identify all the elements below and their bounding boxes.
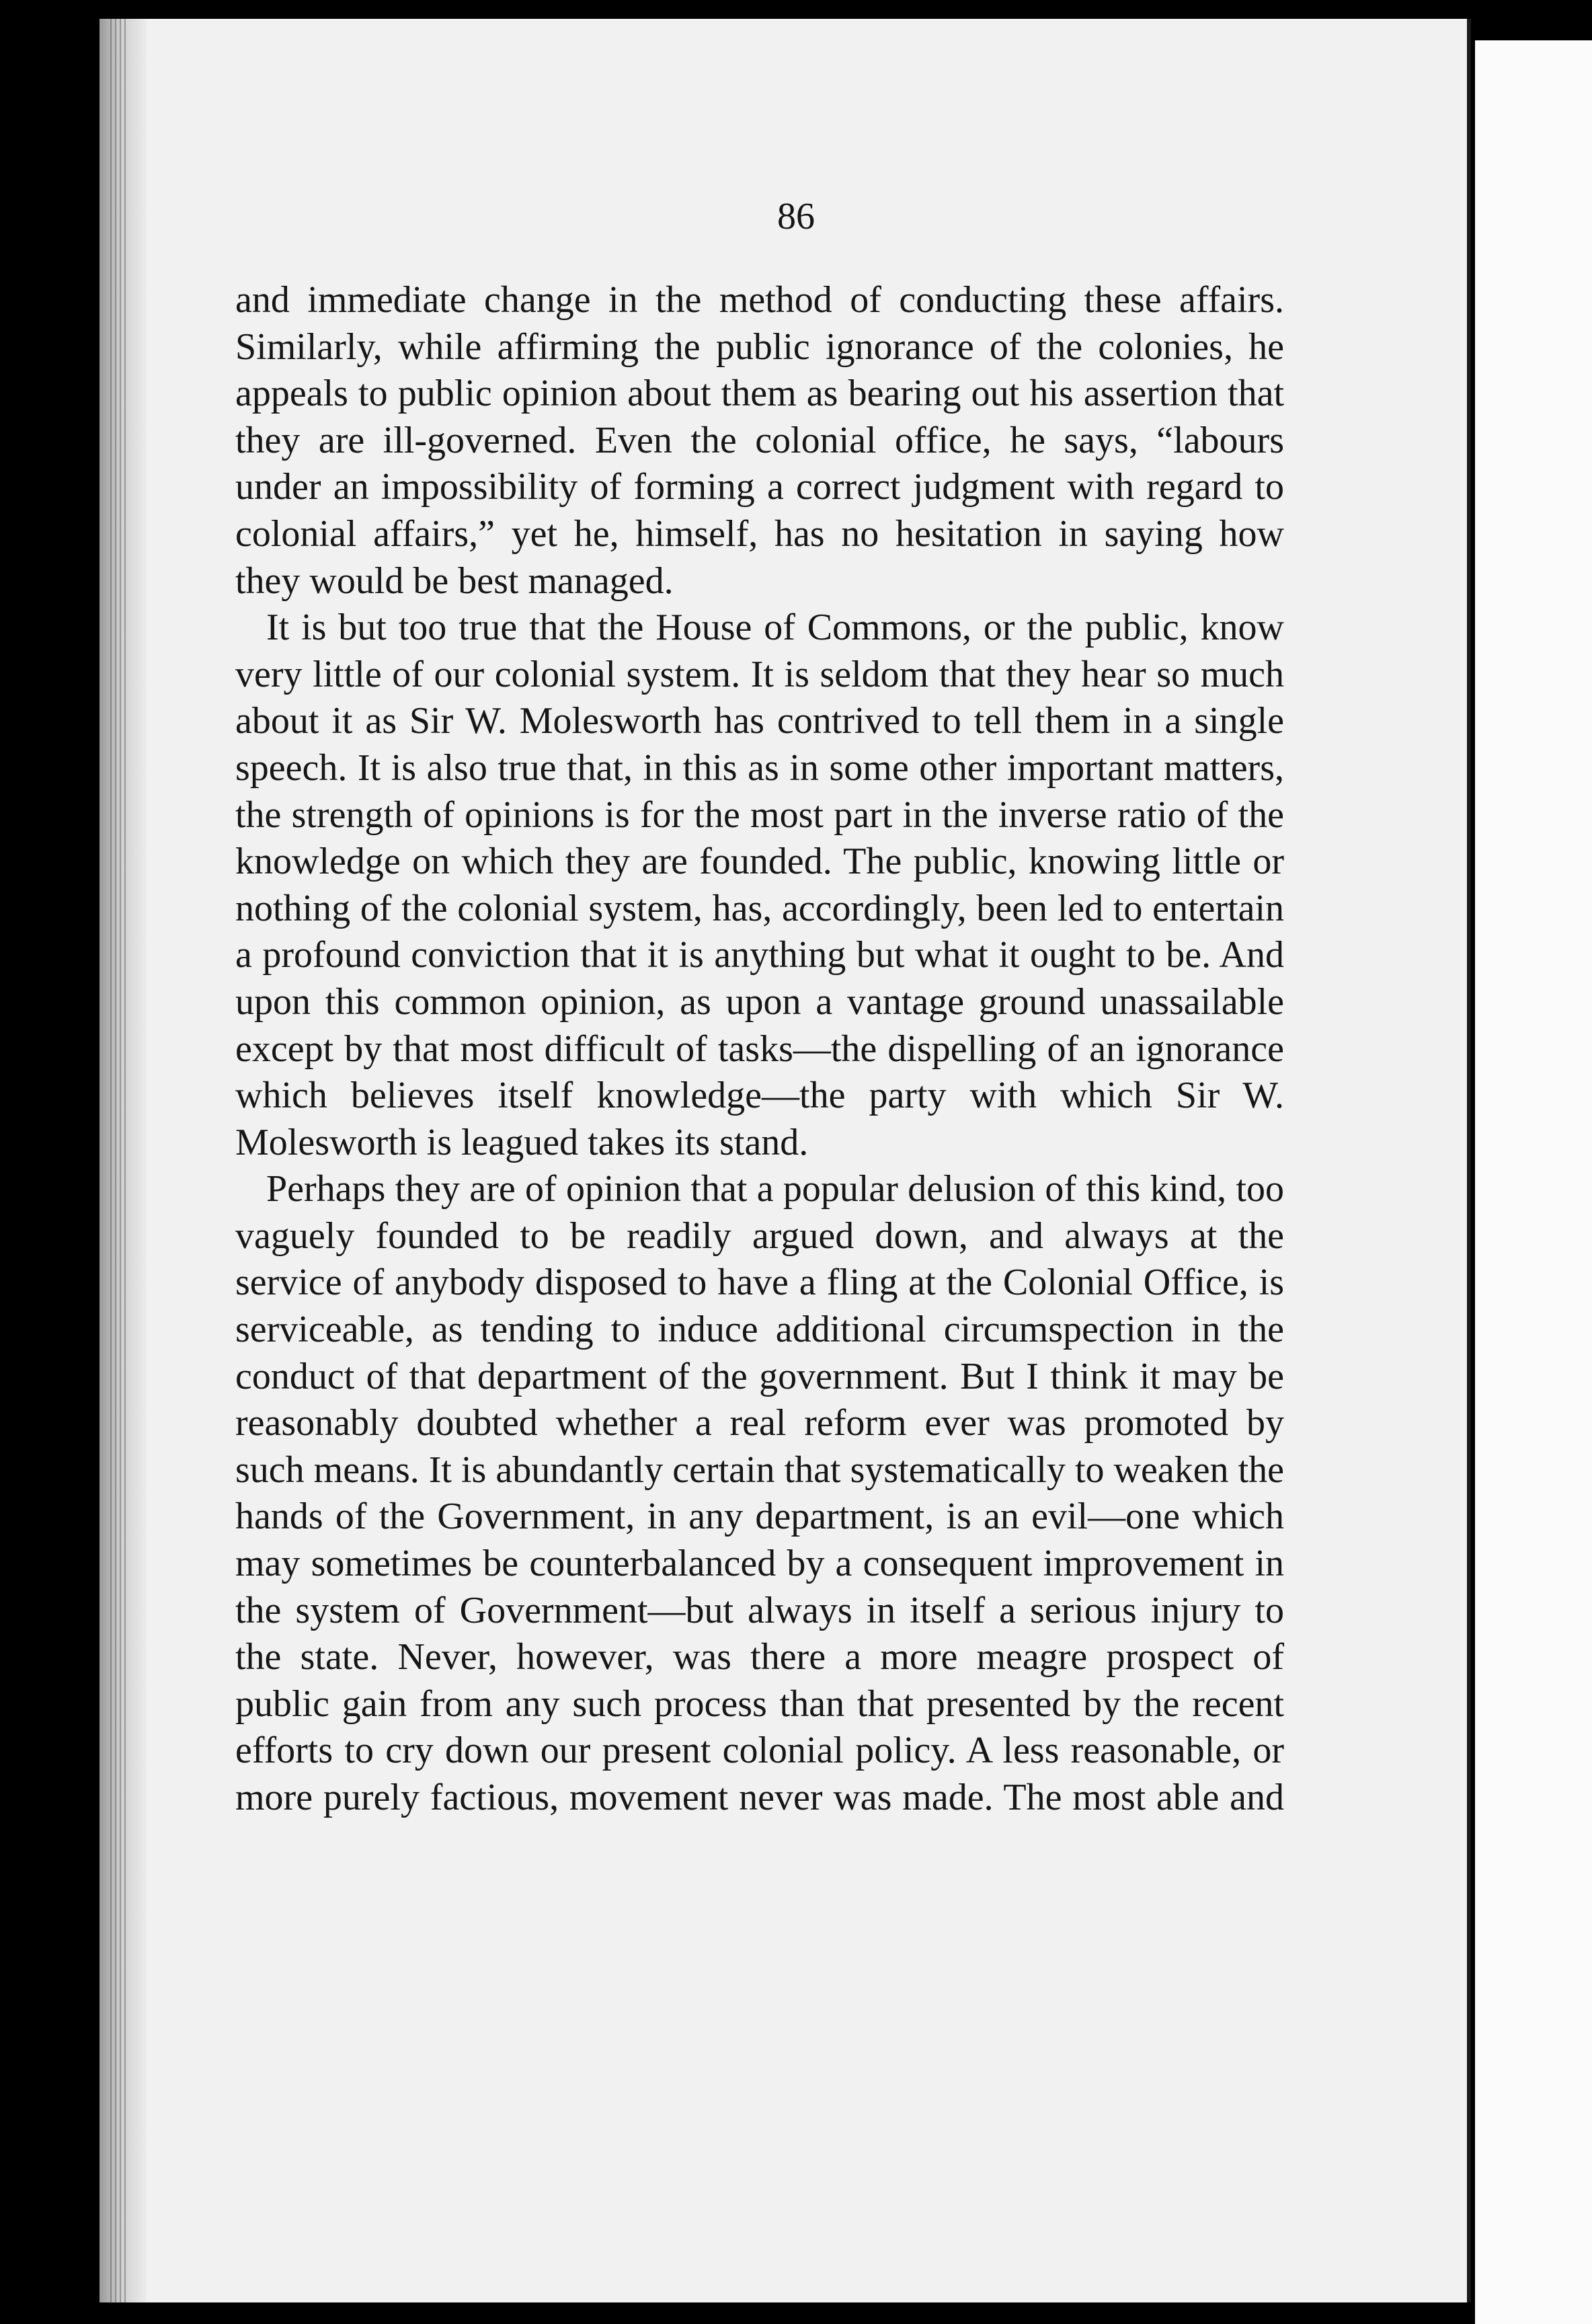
page-right-edge (1467, 19, 1471, 2302)
body-text (235, 277, 1284, 1822)
binding-edge (110, 19, 129, 2302)
facing-page-strip (1475, 40, 1592, 2324)
paragraph-1: and immediate change in the method of conducting these affairs. Similarly, while affirming the public ignorance of the colonies, he appeals to public opinion about them as bearing out his assertion that they are ill-governed. Even the colonial office, he says, “labours under an impossibility of forming a correct judgment with regard to colonial affairs,” yet he, himself, has no hesitation in saying how they would be best managed. (235, 279, 1284, 602)
page-number: 86 (777, 196, 815, 237)
paragraph-2: It is but too true that the House of Commons, or the public, know very little of our colonial system. It is seldom that they hear so much about it as Sir W. Molesworth has contrived to tell them in a single speech. It is also true that, in this as in some other important matters, the strength of opinions is for the most part in the inverse ratio of the knowledge on which they are founded. The public, knowing little or nothing of the colonial system, has, accordingly, been led to entertain a profound conviction that it is anything but what it ought to be. And upon this common opinion, as upon a vantage ground unassailable except by that most difficult of tasks—the dispelling of an ignorance which believes itself knowledge—the party with which Sir W. Molesworth is leagued takes its stand. (235, 607, 1284, 1163)
paragraph-3: Perhaps they are of opinion that a popular delusion of this kind, too vaguely founded to be readily argued down, and always at the service of anybody disposed to have a fling at the Colonial Office, is serviceable, as tending to induce additional circumspection in the conduct of that department of the government. But I think it may be reasonably doubted whether a real reform ever was promoted by such means. It is abundantly certain that systematically to weaken the hands of the Government, in any department, is an evil—one which may sometimes be counterbalanced by a consequent improvement in the system of Government—but always in itself a serious injury to the state. Never, however, was there a more meagre prospect of public gain from any such process than that presented by the recent efforts to cry down our present colonial policy. A less reasonable, or more purely factious, movement never was made. The most able and (235, 1168, 1284, 1818)
